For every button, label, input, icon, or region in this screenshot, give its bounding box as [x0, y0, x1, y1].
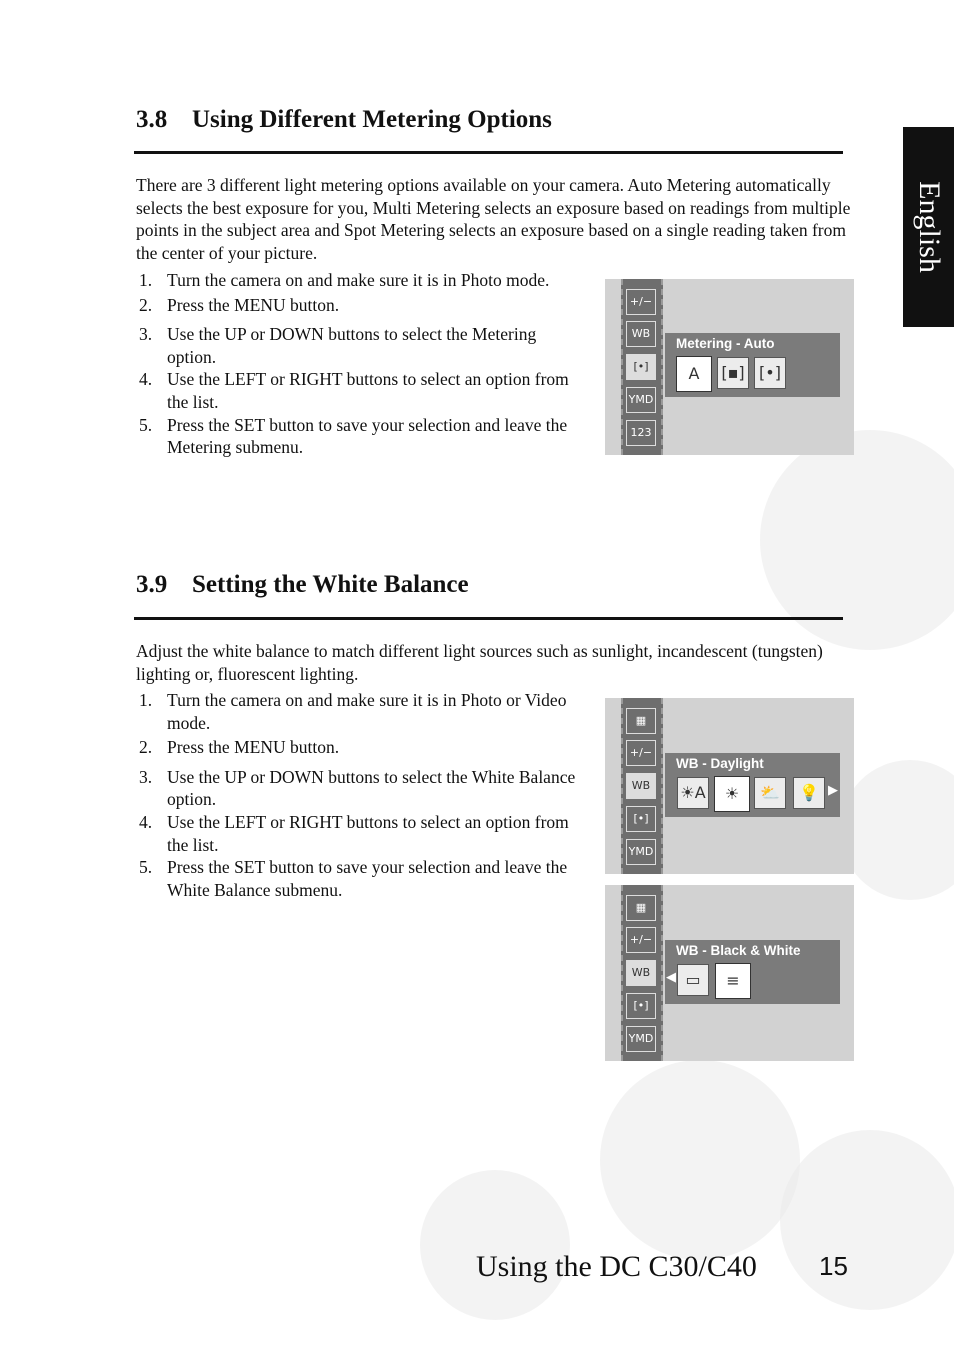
date-stamp-icon: YMD: [626, 387, 656, 413]
list-item: [136, 736, 586, 759]
step-text: Use the LEFT or RIGHT buttons to select an option from the list.: [167, 811, 569, 855]
metering-submenu: [665, 333, 840, 397]
section-number: 3.8: [136, 106, 168, 133]
step-number: 3.: [139, 324, 153, 345]
wb-daylight-screenshot: [605, 698, 854, 874]
list-item: [136, 689, 586, 734]
wb-submenu: [665, 753, 840, 817]
metering-screenshot: [605, 279, 854, 455]
date-stamp-icon: YMD: [626, 1026, 656, 1052]
menu-sidebar: [621, 885, 663, 1061]
section-heading-metering: [136, 106, 552, 134]
step-number: 1.: [139, 690, 153, 710]
wb-tungsten-icon: 💡: [793, 777, 825, 809]
language-tab: [903, 127, 954, 327]
white-balance-steps: [136, 689, 586, 908]
exposure-icon: +/−: [626, 740, 656, 766]
right-arrow-icon: ▶: [828, 783, 838, 798]
step-number: 2.: [139, 737, 153, 758]
step-number: 3.: [139, 766, 153, 787]
section-title: Setting the White Balance: [192, 571, 469, 598]
numbering-icon: 123: [626, 420, 656, 446]
step-text: Press the MENU button.: [167, 294, 340, 315]
wb-daylight-icon: ☀: [715, 777, 749, 811]
step-text: Press the SET button to save your selection and leave the Metering submenu.: [167, 414, 568, 458]
background-bubble: [840, 760, 954, 900]
wb-black-white-screenshot: [605, 885, 854, 1061]
list-item: [136, 368, 586, 413]
section-rule: [134, 151, 843, 154]
background-bubble: [420, 1170, 570, 1320]
page-number: 15: [819, 1251, 848, 1281]
section-rule: [134, 617, 843, 620]
step-text: Use the UP or DOWN buttons to select the Metering option.: [167, 324, 537, 367]
section-intro: There are 3 different light metering options available on your camera. Auto Metering automatically selects the best exposure for you, Multi Metering selects an exposure based on readings from multiple points in the subject area and Spot Metering selects an exposure based on a single reading taken from the center of your picture.: [136, 175, 851, 263]
step-number: 5.: [139, 857, 153, 878]
white-balance-icon: WB: [626, 773, 656, 799]
list-item: [136, 414, 586, 459]
background-bubble: [780, 1130, 954, 1310]
step-text: Press the MENU button.: [167, 737, 340, 758]
metering-icon: [•]: [626, 993, 656, 1019]
metering-steps: [136, 269, 586, 466]
step-number: 4.: [139, 369, 153, 390]
metering-icon: [•]: [626, 354, 656, 380]
menu-sidebar: [621, 698, 663, 874]
image-size-icon: ▦: [626, 895, 656, 921]
submenu-label: Metering - Auto: [676, 336, 775, 351]
section-title: Using Different Metering Options: [192, 106, 552, 133]
list-item: [136, 323, 586, 368]
white-balance-icon: WB: [626, 321, 656, 347]
spot-metering-icon: [•]: [754, 357, 786, 389]
step-number: 2.: [139, 294, 153, 315]
section-number: 3.9: [136, 571, 168, 598]
step-text: Press the SET button to save your selection and leave the White Balance submenu.: [167, 857, 568, 900]
background-bubble: [600, 1060, 800, 1260]
step-text: Use the LEFT or RIGHT buttons to select an option from the list.: [167, 369, 569, 412]
wb-submenu: [665, 940, 840, 1004]
step-number: 1.: [139, 270, 153, 290]
language-tab-label: English: [912, 181, 946, 273]
list-item: [136, 856, 586, 901]
white-balance-icon: WB: [626, 960, 656, 986]
footer-chapter-title: Using the DC C30/C40: [476, 1250, 757, 1283]
section-intro: Adjust the white balance to match different light sources such as sunlight, incandescent (tungsten) lighting or, fluorescent lighting.: [136, 641, 823, 684]
date-stamp-icon: YMD: [626, 839, 656, 865]
step-text: Turn the camera on and make sure it is in Photo or Video mode.: [167, 690, 567, 733]
section-heading-white-balance: [136, 571, 469, 599]
list-item: [136, 294, 586, 317]
image-size-icon: ▦: [626, 708, 656, 734]
left-arrow-icon: ◀: [666, 970, 676, 985]
step-text: Use the UP or DOWN buttons to select the White Balance option.: [167, 766, 576, 810]
list-item: [136, 766, 586, 811]
submenu-label: WB - Black & White: [676, 943, 801, 958]
wb-cloudy-icon: ⛅: [754, 777, 786, 809]
wb-fluorescent-icon: ▭: [677, 964, 709, 996]
auto-metering-icon: A: [677, 357, 711, 391]
exposure-icon: +/−: [626, 927, 656, 953]
list-item: [136, 811, 586, 856]
multi-metering-icon: [▪]: [717, 357, 749, 389]
step-number: 4.: [139, 811, 153, 832]
wb-auto-icon: ☀A: [677, 777, 709, 809]
step-number: 5.: [139, 414, 153, 435]
list-item: [136, 269, 586, 292]
metering-icon: [•]: [626, 806, 656, 832]
wb-black-white-icon: ≡: [716, 964, 750, 998]
step-text: Turn the camera on and make sure it is in Photo mode.: [167, 270, 550, 290]
submenu-label: WB - Daylight: [676, 756, 764, 771]
exposure-icon: +/−: [626, 289, 656, 315]
menu-sidebar: [621, 279, 663, 455]
